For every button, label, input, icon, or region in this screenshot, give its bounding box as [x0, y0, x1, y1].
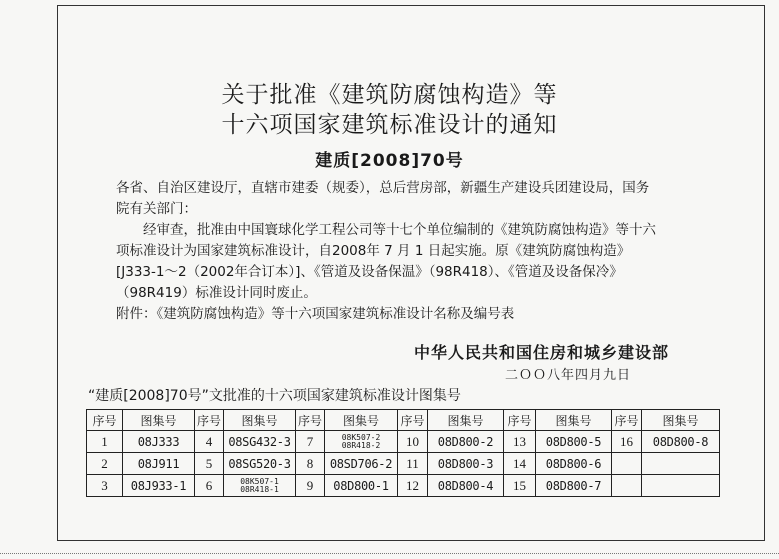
cell-code: 08D800-2	[428, 431, 504, 453]
cell-code	[642, 475, 720, 497]
cell-no: 14	[504, 453, 536, 475]
notice-paragraph: 经审查，批准由中国寰球化学工程公司等十七个单位编制的《建筑防腐蚀构造》等十六项标准设计为国家建筑标准设计，自2008年 7 月 1 日起实施。原《建筑防腐蚀构造》[J333-1～2（2002年合订本）]、《管道及设备保温》（98R418）、《管道及设备保冷》（98R419）标准设计同时废止。	[116, 222, 656, 301]
cell-no: 3	[87, 475, 123, 497]
table-row	[87, 475, 720, 497]
cell-no: 1	[87, 431, 123, 453]
cell-code: 08J333	[123, 431, 195, 453]
header-no: 序号	[504, 410, 536, 431]
attachment-line: 附件：《建筑防腐蚀构造》等十六项国家建筑标准设计名称及编号表	[116, 306, 515, 322]
table-row	[87, 453, 720, 475]
cell-no: 13	[504, 431, 536, 453]
document-number: 建质[2008]70号	[315, 151, 464, 171]
cell-no: 10	[398, 431, 428, 453]
cell-no: 8	[296, 453, 325, 475]
issue-date: 二ＯＯ八年四月九日	[505, 368, 632, 383]
cell-code: 08D800-5	[536, 431, 612, 453]
cell-code-line: 08R418-2	[341, 440, 381, 450]
cell-code: 08SD706-2	[325, 453, 398, 475]
header-no: 序号	[296, 410, 325, 431]
table-header-row	[87, 410, 720, 431]
cell-code: 08SG520-3	[224, 453, 296, 475]
cell-code	[642, 453, 720, 475]
addressees: 各省、自治区建设厅，直辖市建委（规委），总后营房部，新疆生产建设兵团建设局，国务院有关部门：	[116, 180, 650, 217]
header-code: 图集号	[325, 410, 398, 431]
cell-no: 16	[612, 431, 642, 453]
cell-no	[612, 453, 642, 475]
title-line-2: 十六项国家建筑标准设计的通知	[221, 112, 558, 138]
table-body	[87, 431, 720, 497]
cell-code: 08D800-8	[642, 431, 720, 453]
cell-code: 08D800-7	[536, 475, 612, 497]
cell-code: 08SG432-3	[224, 431, 296, 453]
cell-no: 4	[195, 431, 224, 453]
cell-no: 12	[398, 475, 428, 497]
cell-code: 08D800-4	[428, 475, 504, 497]
header-no: 序号	[87, 410, 123, 431]
page-bottom-edge	[0, 553, 779, 554]
catalog-table	[86, 409, 720, 497]
cell-no: 7	[296, 431, 325, 453]
cell-code-line: 08K507-1	[240, 476, 279, 486]
header-no: 序号	[612, 410, 642, 431]
cell-no: 15	[504, 475, 536, 497]
cell-no: 6	[195, 475, 224, 497]
header-no: 序号	[195, 410, 224, 431]
table-title: “建质[2008]70号”文批准的十六项国家建筑标准设计图集号	[88, 388, 461, 404]
cell-no: 2	[87, 453, 123, 475]
cell-no: 5	[195, 453, 224, 475]
cell-code	[224, 475, 296, 497]
cell-no: 9	[296, 475, 325, 497]
header-code: 图集号	[536, 410, 612, 431]
cell-code: 08D800-3	[428, 453, 504, 475]
cell-no	[612, 475, 642, 497]
cell-code: 08D800-6	[536, 453, 612, 475]
cell-code-line: 08K507-2	[341, 432, 381, 442]
cell-code	[325, 431, 398, 453]
title-line-1: 关于批准《建筑防腐蚀构造》等	[221, 82, 558, 108]
cell-code: 08J933-1	[123, 475, 195, 497]
header-code: 图集号	[224, 410, 296, 431]
cell-no: 11	[398, 453, 428, 475]
issuing-authority: 中华人民共和国住房和城乡建设部	[414, 343, 670, 362]
header-no: 序号	[398, 410, 428, 431]
notice-title	[0, 80, 779, 140]
header-code: 图集号	[123, 410, 195, 431]
cell-code: 08D800-1	[325, 475, 398, 497]
header-code: 图集号	[642, 410, 720, 431]
cell-code-line: 08R418-1	[240, 484, 279, 494]
header-code: 图集号	[428, 410, 504, 431]
cell-code: 08J911	[123, 453, 195, 475]
table-row	[87, 431, 720, 453]
